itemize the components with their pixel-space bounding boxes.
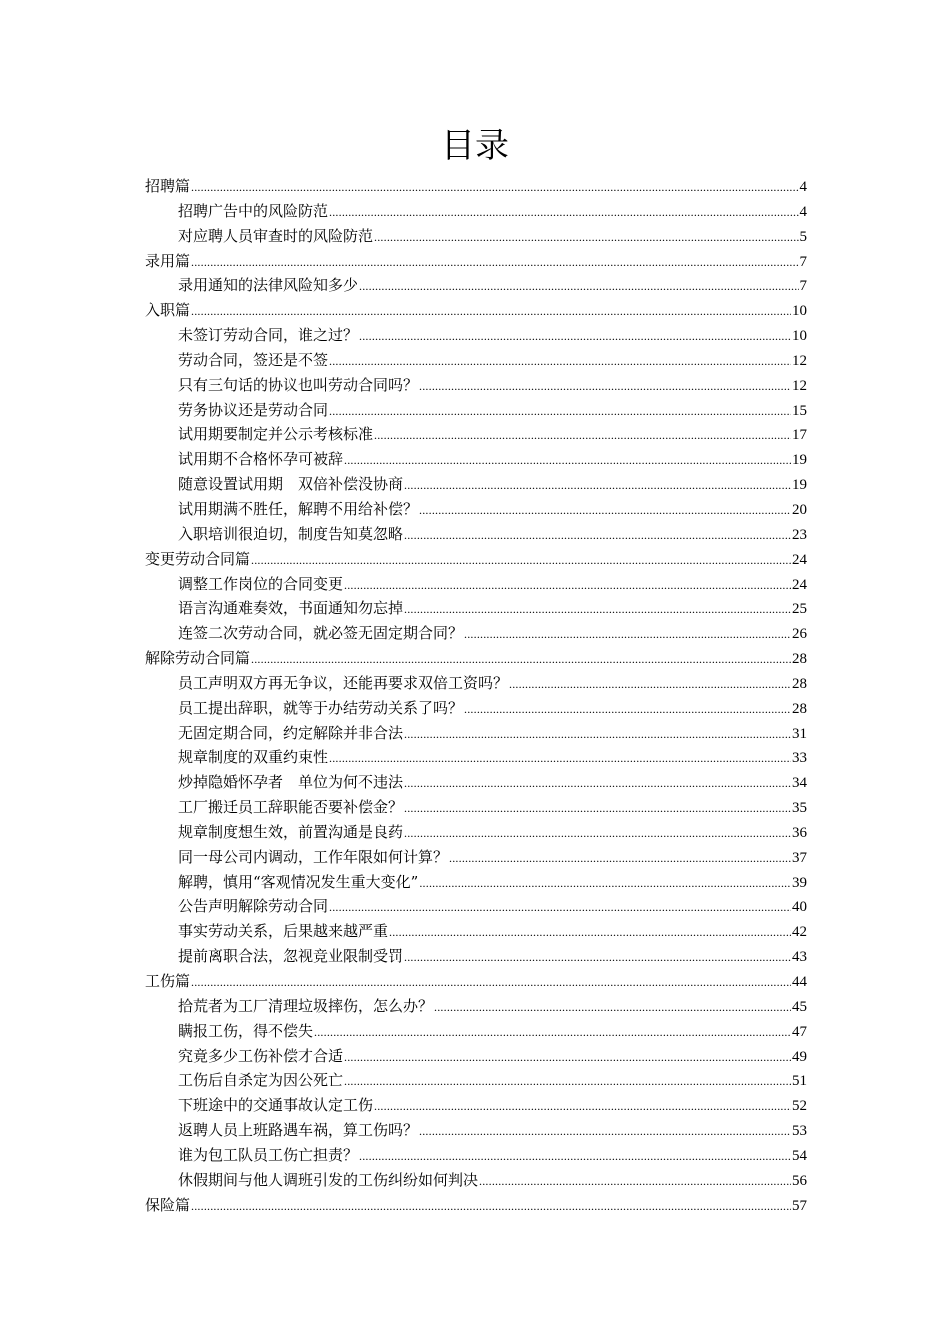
- toc-entry-title: 试用期要制定并公示考核标准: [178, 425, 374, 444]
- toc-entry-title: 随意设置试用期 双倍补偿没协商: [178, 475, 404, 494]
- toc-title: 目录: [441, 126, 509, 166]
- toc-dot-leader: [419, 374, 791, 399]
- toc-item-entry[interactable]: [145, 572, 807, 597]
- toc-entry-title: 下班途中的交通事故认定工伤: [178, 1096, 374, 1115]
- toc-item-entry[interactable]: [145, 671, 807, 696]
- toc-item-entry[interactable]: [145, 348, 807, 373]
- toc-entry-title: 保险篇: [145, 1195, 191, 1214]
- toc-item-entry[interactable]: [145, 944, 807, 969]
- toc-item-entry[interactable]: [145, 1118, 807, 1143]
- toc-dot-leader: [374, 1094, 791, 1119]
- toc-page-number: 12: [792, 377, 807, 394]
- toc-page-number: 56: [792, 1172, 807, 1189]
- toc-page-number: 17: [792, 427, 807, 444]
- toc-page-number: 15: [792, 402, 807, 419]
- toc-entry-title: 员工提出辞职，就等于办结劳动关系了吗？: [178, 698, 464, 717]
- toc-page-number: 31: [792, 725, 807, 742]
- toc-item-entry[interactable]: [145, 696, 807, 721]
- toc-item-entry[interactable]: [145, 497, 807, 522]
- toc-page-number: 7: [799, 278, 807, 295]
- toc-section-entry[interactable]: [145, 646, 807, 671]
- toc-page-number: 24: [792, 551, 807, 568]
- toc-page-number: 51: [792, 1073, 807, 1090]
- toc-page-number: 42: [792, 924, 807, 941]
- toc-page-number: 49: [792, 1048, 807, 1065]
- toc-item-entry[interactable]: [145, 1168, 807, 1193]
- toc-entry-title: 录用通知的法律风险知多少: [178, 276, 359, 295]
- toc-entry-title: 劳动合同，签还是不签: [178, 350, 329, 369]
- toc-dot-leader: [329, 746, 791, 771]
- toc-page-number: 26: [792, 626, 807, 643]
- toc-page-number: 54: [792, 1147, 807, 1164]
- toc-page-number: 36: [792, 824, 807, 841]
- toc-entry-title: 入职篇: [145, 301, 191, 320]
- toc-dot-leader: [251, 548, 791, 573]
- toc-page-number: 40: [792, 899, 807, 916]
- toc-page-number: 20: [792, 501, 807, 518]
- toc-entry-title: 谁为包工队员工伤亡担责？: [178, 1145, 359, 1164]
- toc-section-entry[interactable]: [145, 298, 807, 323]
- toc-dot-leader: [419, 1119, 791, 1144]
- toc-entry-title: 事实劳动关系，后果越来越严重: [178, 922, 389, 941]
- toc-entry-title: 公告声明解除劳动合同: [178, 897, 329, 916]
- toc-item-entry[interactable]: [145, 870, 807, 895]
- toc-entry-title: 工厂搬迁员工辞职能否要补偿金？: [178, 798, 404, 817]
- toc-page-number: 25: [792, 601, 807, 618]
- toc-dot-leader: [329, 200, 798, 225]
- toc-section-entry[interactable]: [145, 1193, 807, 1218]
- toc-item-entry[interactable]: [145, 770, 807, 795]
- toc-entry-title: 对应聘人员审查时的风险防范: [178, 226, 374, 245]
- toc-dot-leader: [404, 821, 791, 846]
- toc-entry-title: 炒掉隐婚怀孕者 单位为何不违法: [178, 773, 404, 792]
- toc-entry-title: 录用篇: [145, 251, 191, 270]
- toc-dot-leader: [374, 423, 791, 448]
- toc-entry-title: 调整工作岗位的合同变更: [178, 574, 344, 593]
- toc-entry-title: 解聘，慎用“客观情况发生重大变化”: [178, 872, 419, 891]
- toc-item-entry[interactable]: [145, 522, 807, 547]
- toc-entry-title: 入职培训很迫切，制度告知莫忽略: [178, 524, 404, 543]
- toc-dot-leader: [404, 473, 791, 498]
- toc-item-entry[interactable]: [145, 745, 807, 770]
- toc-page-number: 52: [792, 1098, 807, 1115]
- toc-item-entry[interactable]: [145, 795, 807, 820]
- toc-item-entry[interactable]: [145, 1019, 807, 1044]
- toc-item-entry[interactable]: [145, 1093, 807, 1118]
- toc-dot-leader: [314, 1020, 791, 1045]
- toc-page-number: 43: [792, 949, 807, 966]
- toc-entry-title: 变更劳动合同篇: [145, 549, 251, 568]
- toc-dot-leader: [404, 796, 791, 821]
- toc-page-number: 28: [792, 651, 807, 668]
- toc-item-entry[interactable]: [145, 1143, 807, 1168]
- toc-item-entry[interactable]: [145, 1044, 807, 1069]
- toc-entry-title: 劳务协议还是劳动合同: [178, 400, 329, 419]
- toc-section-entry[interactable]: [145, 969, 807, 994]
- toc-section-entry[interactable]: [145, 249, 807, 274]
- toc-dot-leader: [329, 895, 791, 920]
- toc-entry-title: 员工声明双方再无争议，还能再要求双倍工资吗？: [178, 673, 509, 692]
- toc-entry-title: 工伤篇: [145, 972, 191, 990]
- toc-dot-leader: [464, 622, 791, 647]
- toc-dot-leader: [344, 573, 791, 598]
- toc-page-number: 5: [799, 228, 807, 245]
- toc-dot-leader: [344, 1069, 791, 1094]
- toc-item-entry[interactable]: [145, 422, 807, 447]
- toc-entry-title: 招聘广告中的风险防范: [178, 201, 329, 220]
- toc-item-entry[interactable]: [145, 199, 807, 224]
- toc-entry-title: 只有三句话的协议也叫劳动合同吗？: [178, 375, 419, 394]
- toc-entry-title: 未签订劳动合同，谁之过？: [178, 326, 359, 345]
- toc-page-number: 7: [799, 253, 807, 270]
- toc-dot-leader: [404, 722, 791, 747]
- toc-entry-title: 拾荒者为工厂清理垃圾摔伤，怎么办？: [178, 996, 434, 1015]
- toc-page-number: 45: [792, 998, 807, 1015]
- toc-page-number: 10: [792, 328, 807, 345]
- toc-page-number: 34: [792, 775, 807, 792]
- toc-entry-title: 休假期间与他人调班引发的工伤纠纷如何判决: [178, 1170, 479, 1189]
- toc-dot-leader: [404, 523, 791, 548]
- toc-item-entry[interactable]: [145, 994, 807, 1019]
- toc-entry-title: 语言沟通难奏效，书面通知勿忘掉: [178, 599, 404, 618]
- toc-entry-title: 提前离职合法，忽视竞业限制受罚: [178, 947, 404, 966]
- toc-dot-leader: [329, 399, 791, 424]
- toc-dot-leader: [389, 920, 791, 945]
- toc-item-entry[interactable]: [145, 621, 807, 646]
- toc-dot-leader: [191, 1194, 791, 1219]
- toc-dot-leader: [509, 672, 791, 697]
- toc-dot-leader: [404, 597, 791, 622]
- toc-entry-title: 同一母公司内调动，工作年限如何计算？: [178, 847, 449, 866]
- toc-item-entry[interactable]: [145, 273, 807, 298]
- toc-dot-leader: [191, 250, 798, 275]
- toc-page-number: 28: [792, 700, 807, 717]
- toc-item-entry[interactable]: [145, 472, 807, 497]
- toc-dot-leader: [404, 771, 791, 796]
- toc-page-number: 4: [799, 179, 807, 195]
- toc-dot-leader: [191, 299, 791, 324]
- toc-page-number: 53: [792, 1123, 807, 1140]
- toc-item-entry[interactable]: [145, 820, 807, 845]
- toc-entry-title: 解除劳动合同篇: [145, 649, 251, 668]
- toc-page-number: 24: [792, 576, 807, 593]
- toc-dot-leader: [329, 349, 791, 374]
- toc-item-entry[interactable]: [145, 721, 807, 746]
- toc-dot-leader: [359, 274, 798, 299]
- toc-page-number: 28: [792, 675, 807, 692]
- toc-section-entry[interactable]: [145, 174, 807, 199]
- toc-entry-title: 返聘人员上班路遇车祸，算工伤吗？: [178, 1121, 419, 1140]
- toc-page-number: 23: [792, 526, 807, 543]
- toc-dot-leader: [191, 970, 791, 995]
- toc-page-number: 19: [792, 477, 807, 494]
- toc-item-entry[interactable]: [145, 373, 807, 398]
- toc-page-number: 35: [792, 800, 807, 817]
- toc-entry-title: 招聘篇: [145, 177, 191, 195]
- toc-dot-leader: [344, 1045, 791, 1070]
- toc-page-number: 33: [792, 750, 807, 767]
- toc-dot-leader: [419, 498, 791, 523]
- toc-item-entry[interactable]: [145, 224, 807, 249]
- toc-dot-leader: [251, 647, 791, 672]
- toc-entry-title: 试用期满不胜任，解聘不用给补偿？: [178, 499, 419, 518]
- toc-dot-leader: [359, 324, 791, 349]
- toc-item-entry[interactable]: [145, 398, 807, 423]
- table-of-contents: [145, 174, 807, 1217]
- toc-page-number: 39: [792, 874, 807, 891]
- toc-entry-title: 无固定期合同，约定解除并非合法: [178, 723, 404, 742]
- toc-item-entry[interactable]: [145, 447, 807, 472]
- toc-page-number: 4: [799, 203, 807, 220]
- toc-dot-leader: [449, 846, 791, 871]
- toc-item-entry[interactable]: [145, 323, 807, 348]
- toc-dot-leader: [404, 945, 791, 970]
- toc-entry-title: 试用期不合格怀孕可被辞: [178, 450, 344, 469]
- toc-dot-leader: [359, 1144, 791, 1169]
- toc-section-entry[interactable]: [145, 547, 807, 572]
- toc-page-number: 57: [792, 1197, 807, 1214]
- toc-item-entry[interactable]: [145, 596, 807, 621]
- toc-page-number: 19: [792, 452, 807, 469]
- toc-entry-title: 连签二次劳动合同，就必签无固定期合同？: [178, 624, 464, 643]
- toc-page-number: 44: [792, 974, 807, 990]
- toc-entry-title: 究竟多少工伤补偿才合适: [178, 1046, 344, 1065]
- toc-item-entry[interactable]: [145, 845, 807, 870]
- toc-page-number: 12: [792, 352, 807, 369]
- toc-dot-leader: [434, 995, 791, 1020]
- toc-page-number: 37: [792, 849, 807, 866]
- toc-item-entry[interactable]: [145, 894, 807, 919]
- toc-entry-title: 规章制度的双重约束性: [178, 748, 329, 767]
- toc-page-number: 47: [792, 1023, 807, 1040]
- toc-entry-title: 规章制度想生效，前置沟通是良药: [178, 822, 404, 841]
- toc-dot-leader: [479, 1169, 791, 1194]
- toc-item-entry[interactable]: [145, 919, 807, 944]
- toc-entry-title: 工伤后自杀定为因公死亡: [178, 1071, 344, 1090]
- toc-entry-title: 瞒报工伤，得不偿失: [178, 1021, 314, 1040]
- toc-dot-leader: [419, 871, 791, 896]
- toc-dot-leader: [191, 175, 798, 200]
- toc-dot-leader: [374, 225, 798, 250]
- toc-dot-leader: [344, 448, 791, 473]
- toc-dot-leader: [464, 697, 791, 722]
- toc-item-entry[interactable]: [145, 1068, 807, 1093]
- toc-page-number: 10: [792, 303, 807, 320]
